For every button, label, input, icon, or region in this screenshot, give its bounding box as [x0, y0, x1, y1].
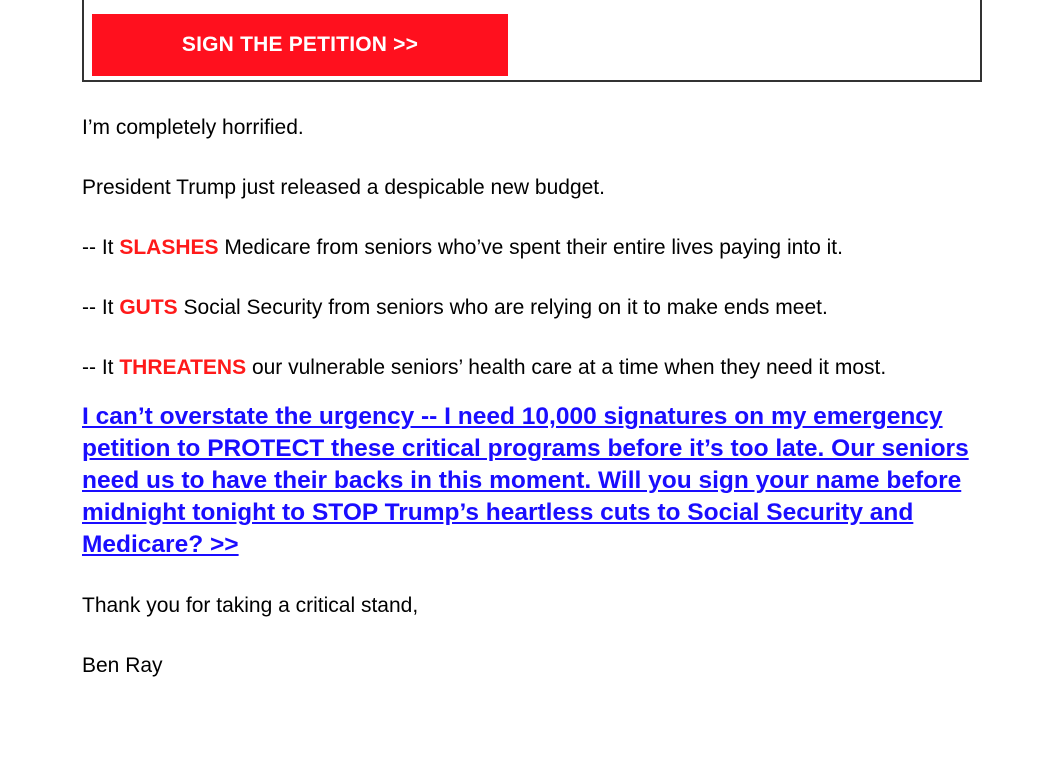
- bullet-text: our vulnerable seniors’ health care at a time when they need it most.: [246, 356, 887, 379]
- petition-cta-link[interactable]: I can’t overstate the urgency -- I need 10,000 signatures on my emergency petition to PROTECT these critical programs before it’s too late. Our seniors need us to have their backs in this moment. Will you sign your name before midnight tonight to STOP Trump’s heartless cuts to Social Security and Medicare? >>: [82, 403, 969, 558]
- budget-text: President Trump just released a despicable new budget.: [82, 176, 605, 199]
- bullet-slashes: [82, 233, 982, 263]
- sign-petition-button[interactable]: SIGN THE PETITION >>: [92, 14, 508, 76]
- signature-text: Ben Ray: [82, 654, 163, 677]
- email-body: [82, 113, 982, 711]
- intro-text: I’m completely horrified.: [82, 116, 304, 139]
- emphasis-guts: GUTS: [119, 296, 178, 319]
- emphasis-threatens: THREATENS: [119, 356, 247, 379]
- closing-text: Thank you for taking a critical stand,: [82, 594, 419, 617]
- bullet-prefix: -- It: [82, 356, 120, 379]
- bullet-text: Social Security from seniors who are relying on it to make ends meet.: [177, 296, 828, 319]
- emphasis-slashes: SLASHES: [119, 236, 219, 259]
- bullet-prefix: -- It: [82, 296, 120, 319]
- bullet-prefix: -- It: [82, 236, 120, 259]
- bullet-text: Medicare from seniors who’ve spent their entire lives paying into it.: [218, 236, 843, 259]
- bullet-guts: [82, 293, 982, 323]
- bullet-threatens: [82, 353, 942, 383]
- petition-box: [82, 0, 982, 82]
